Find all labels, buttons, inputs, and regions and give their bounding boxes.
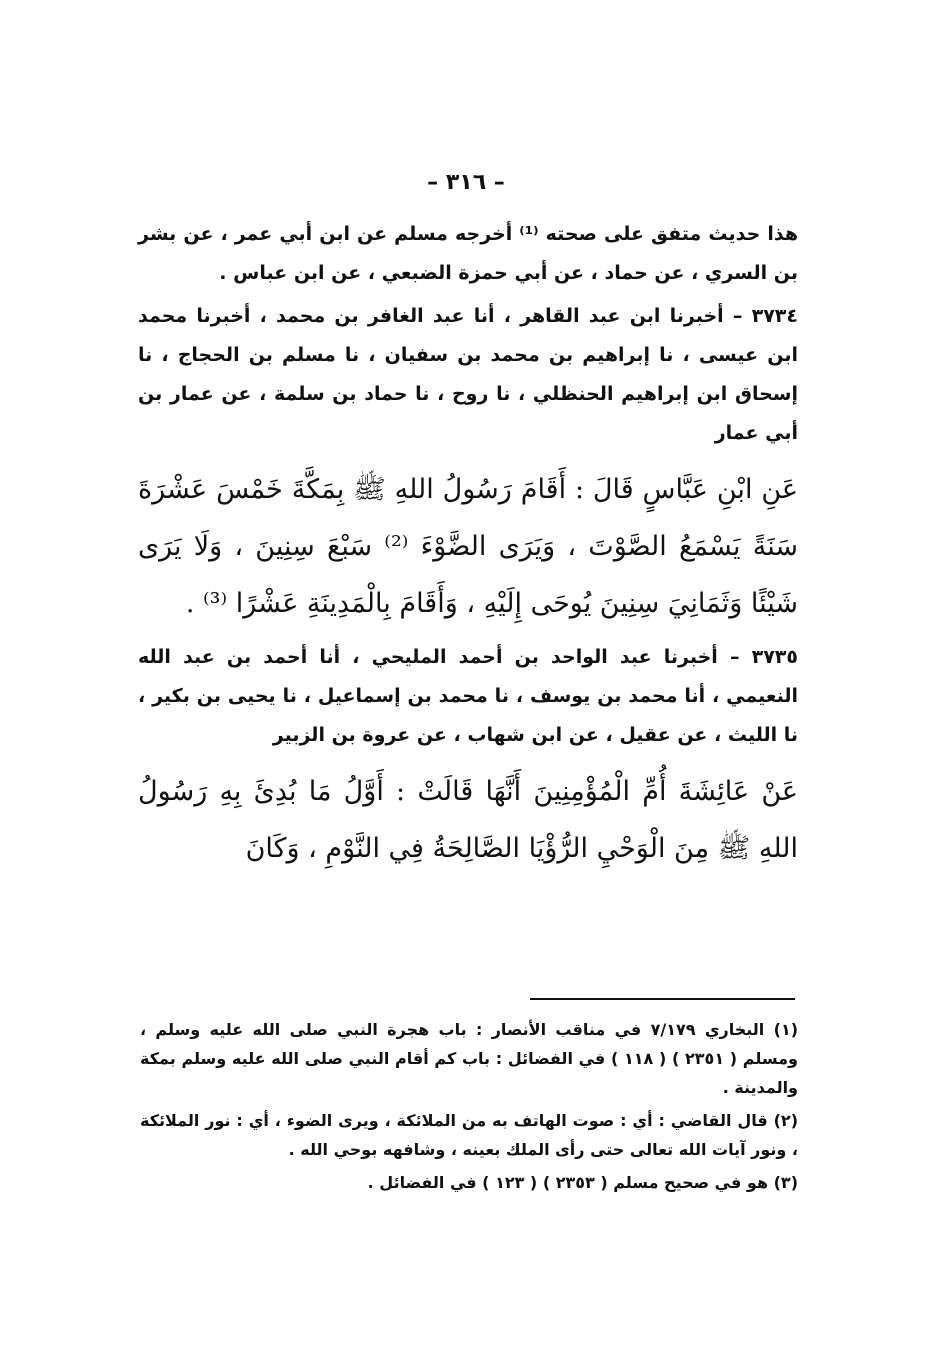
footnote-3: (٣) هو في صحيح مسلم ( ٢٣٥٣ ) ( ١٢٣ ) في الفضائل . — [367, 1173, 798, 1192]
hadith-text-3735: عَنْ عَائِشَةَ أُمِّ الْمُؤْمِنِينَ أَنَّهَا قَالَتْ : أَوَّلُ مَا بُدِئَ بِهِ رَسُولُ اللهِ ﷺ مِنَ الْوَحْيِ الرُّؤْيَا الصَّالِحَةُ فِي النَّوْمِ ، وَكَانَ — [138, 776, 798, 864]
footnote-2: (٢) قال القاضي : أي : صوت الهاتف به من الملائكة ، ويرى الضوء ، أي : نور الملائكة ، ونور آيات الله تعالى حتى رأى الملك بعينه ، وشافهه بوحي الله . — [140, 1111, 798, 1159]
isnad-3735: ٣٧٣٥ – أخبرنا عبد الواحد بن أحمد المليحي ، أنا أحمد بن عبد الله النعيمي ، أنا محمد بن يوسف ، نا محمد بن إسماعيل ، نا يحيى بن بكير ، نا الليث ، عن عقيل ، عن ابن شهاب ، عن عروة بن الزبير — [138, 646, 798, 746]
footnotes — [140, 1015, 798, 1201]
isnad-3734: ٣٧٣٤ – أخبرنا ابن عبد القاهر ، أنا عبد الغافر بن محمد ، أخبرنا محمد ابن عيسى ، نا إبراهيم بن محمد بن سفيان ، نا مسلم بن الحجاج ، نا إسحاق ابن إبراهيم الحنظلي ، نا روح ، نا حماد بن سلمة ، عن عمار بن أبي عمار — [138, 305, 798, 444]
main-text — [138, 215, 798, 883]
footnote-1: (١) البخاري ٧/١٧٩ في مناقب الأنصار : باب هجرة النبي صلى الله عليه وسلم ، ومسلم ( ٢٣٥١ ) ( ١١٨ ) في الفضائل : باب كم أقام النبي صلى الله عليه وسلم بمكة والمدينة . — [140, 1020, 799, 1097]
intro-paragraph: هذا حديث متفق على صحته ⁽¹⁾ أخرجه مسلم عن ابن أبي عمر ، عن بشر بن السري ، عن حماد ، عن أبي حمزة الضبعي ، عن ابن عباس . — [138, 223, 798, 284]
hadith-text-3734: عَنِ ابْنِ عَبَّاسٍ قَالَ : أَقَامَ رَسُولُ اللهِ ﷺ بِمَكَّةَ خَمْسَ عَشْرَةَ سَنَةً يَسْمَعُ الصَّوْتَ ، وَيَرَى الضَّوْءَ ⁽²⁾ سَبْعَ سِنِينَ ، وَلَا يَرَى شَيْئًا وَثَمَانِيَ سِنِينَ يُوحَى إِلَيْهِ ، وَأَقَامَ بِالْمَدِينَةِ عَشْرًا ⁽³⁾ . — [138, 474, 799, 619]
footnote-divider — [530, 998, 795, 1000]
page-number: – ٣١٦ – — [427, 170, 505, 195]
